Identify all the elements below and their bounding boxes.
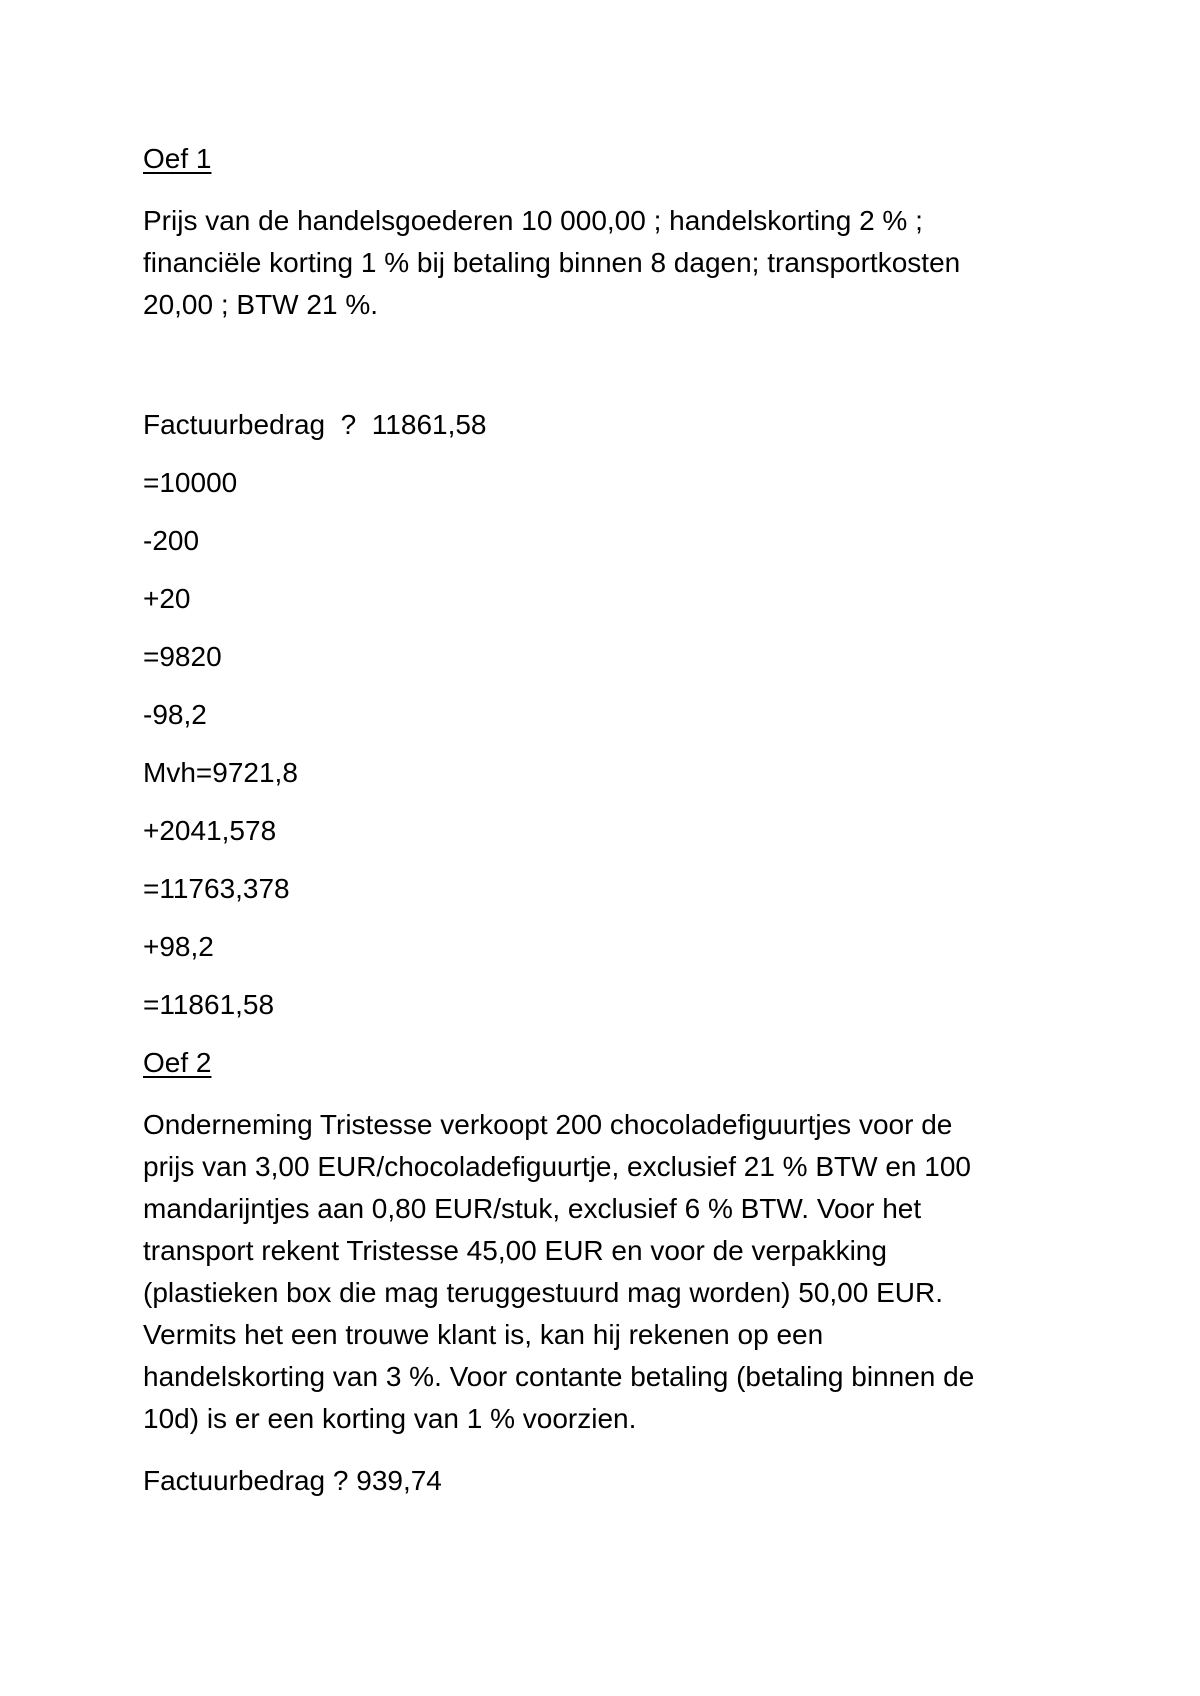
oef2-question: Factuurbedrag ? 939,74 xyxy=(143,1465,442,1496)
oef2-paragraph-line: (plastieken box die mag teruggestuurd mag worden) 50,00 EUR. xyxy=(143,1277,943,1308)
oef1-paragraph-line: Prijs van de handelsgoederen 10 000,00 ; handelskorting 2 % ; xyxy=(143,205,923,236)
calc-line: +98,2 xyxy=(143,931,214,962)
oef1-heading: Oef 1 xyxy=(143,143,212,174)
oef2-paragraph-line: Onderneming Tristesse verkoopt 200 chocoladefiguurtjes voor de xyxy=(143,1109,953,1140)
document-page xyxy=(143,140,1043,1520)
oef1-question: Factuurbedrag ? 11861,58 xyxy=(143,409,487,440)
oef2-paragraph-line: prijs van 3,00 EUR/chocoladefiguurtje, exclusief 21 % BTW en 100 xyxy=(143,1151,971,1182)
calc-line: -98,2 xyxy=(143,699,207,730)
oef2-paragraph-line: handelskorting van 3 %. Voor contante betaling (betaling binnen de xyxy=(143,1361,975,1392)
oef2-paragraph-line: 10d) is er een korting van 1 % voorzien. xyxy=(143,1403,637,1434)
oef2-paragraph xyxy=(143,1104,1043,1440)
oef2-paragraph-line: mandarijntjes aan 0,80 EUR/stuk, exclusief 6 % BTW. Voor het xyxy=(143,1193,922,1224)
oef1-paragraph-line: 20,00 ; BTW 21 %. xyxy=(143,289,378,320)
calc-line: =10000 xyxy=(143,467,238,498)
calc-line: +2041,578 xyxy=(143,815,277,846)
calc-line: -200 xyxy=(143,525,200,556)
calc-line: =9820 xyxy=(143,641,222,672)
oef2-heading: Oef 2 xyxy=(143,1047,212,1078)
oef2-paragraph-line: Vermits het een trouwe klant is, kan hij rekenen op een xyxy=(143,1319,824,1350)
calc-line: +20 xyxy=(143,583,191,614)
calc-line: Mvh=9721,8 xyxy=(143,757,298,788)
oef1-paragraph xyxy=(143,200,1043,326)
oef1-paragraph-line: financiële korting 1 % bij betaling binnen 8 dagen; transportkosten xyxy=(143,247,961,278)
calc-line: =11861,58 xyxy=(143,989,275,1020)
blank-line xyxy=(143,348,1043,406)
oef2-paragraph-line: transport rekent Tristesse 45,00 EUR en voor de verpakking xyxy=(143,1235,887,1266)
calc-line: =11763,378 xyxy=(143,873,290,904)
